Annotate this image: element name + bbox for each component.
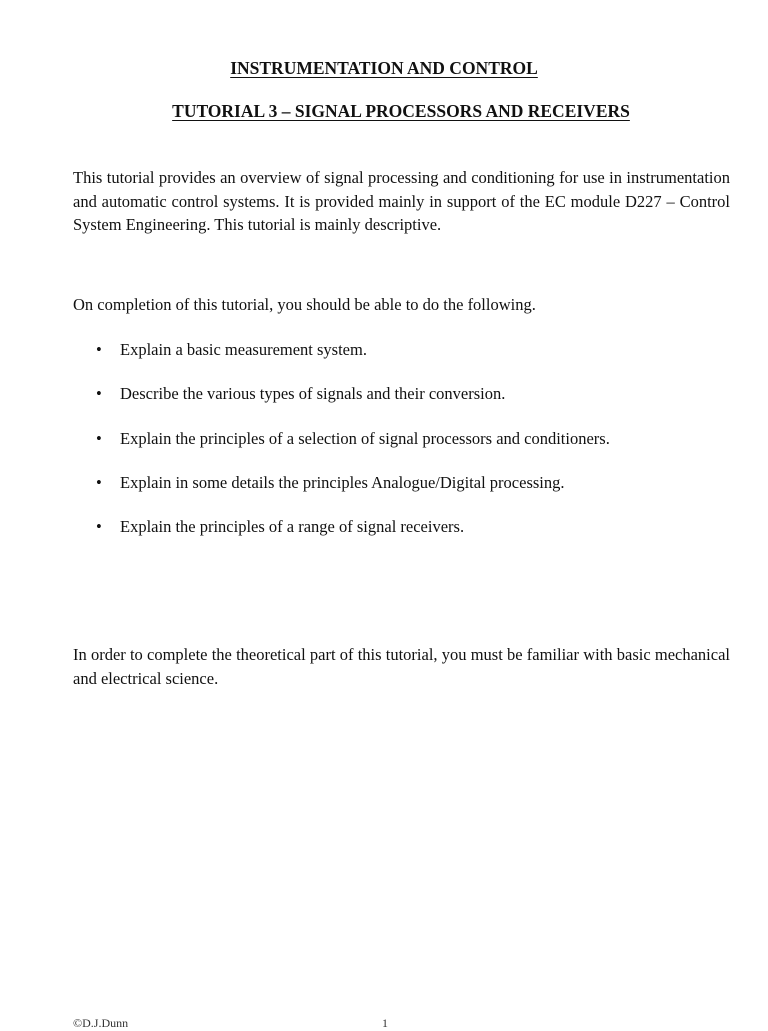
objectives-lead: On completion of this tutorial, you should be able to do the following. bbox=[73, 295, 536, 314]
objective-item bbox=[0, 515, 768, 559]
objective-item bbox=[0, 338, 768, 382]
document-subtitle: TUTORIAL 3 – SIGNAL PROCESSORS AND RECEIVERS bbox=[172, 101, 630, 121]
prerequisites-paragraph: In order to complete the theoretical part of this tutorial, you must be familiar with basic mechanical and electrical science. bbox=[73, 645, 730, 688]
footer-page-number: 1 bbox=[382, 1016, 388, 1030]
intro-paragraph: This tutorial provides an overview of signal processing and conditioning for use in instrumentation and automatic control systems. It is provided mainly in support of the EC module D227 – Control System Engineering. This tutorial is mainly descriptive. bbox=[73, 168, 730, 234]
document-title: INSTRUMENTATION AND CONTROL bbox=[230, 58, 538, 78]
objective-text: Explain the principles of a range of signal receivers. bbox=[120, 517, 465, 537]
objective-text: Explain in some details the principles Analogue/Digital processing. bbox=[120, 472, 565, 492]
bullet-icon: • bbox=[96, 517, 102, 537]
objective-text: Explain the principles of a selection of signal processors and conditioners. bbox=[120, 428, 610, 448]
footer-copyright: ©D.J.Dunn bbox=[73, 1016, 129, 1030]
objective-item bbox=[0, 427, 768, 471]
objective-text: Explain a basic measurement system. bbox=[120, 340, 367, 359]
objective-item bbox=[0, 471, 768, 515]
bullet-icon: • bbox=[96, 340, 102, 359]
objective-text: Describe the various types of signals and their conversion. bbox=[120, 384, 506, 404]
bullet-icon: • bbox=[96, 428, 102, 448]
bullet-icon: • bbox=[96, 472, 102, 492]
objectives-list bbox=[0, 338, 768, 559]
bullet-icon: • bbox=[96, 384, 102, 404]
objective-item bbox=[0, 382, 768, 426]
